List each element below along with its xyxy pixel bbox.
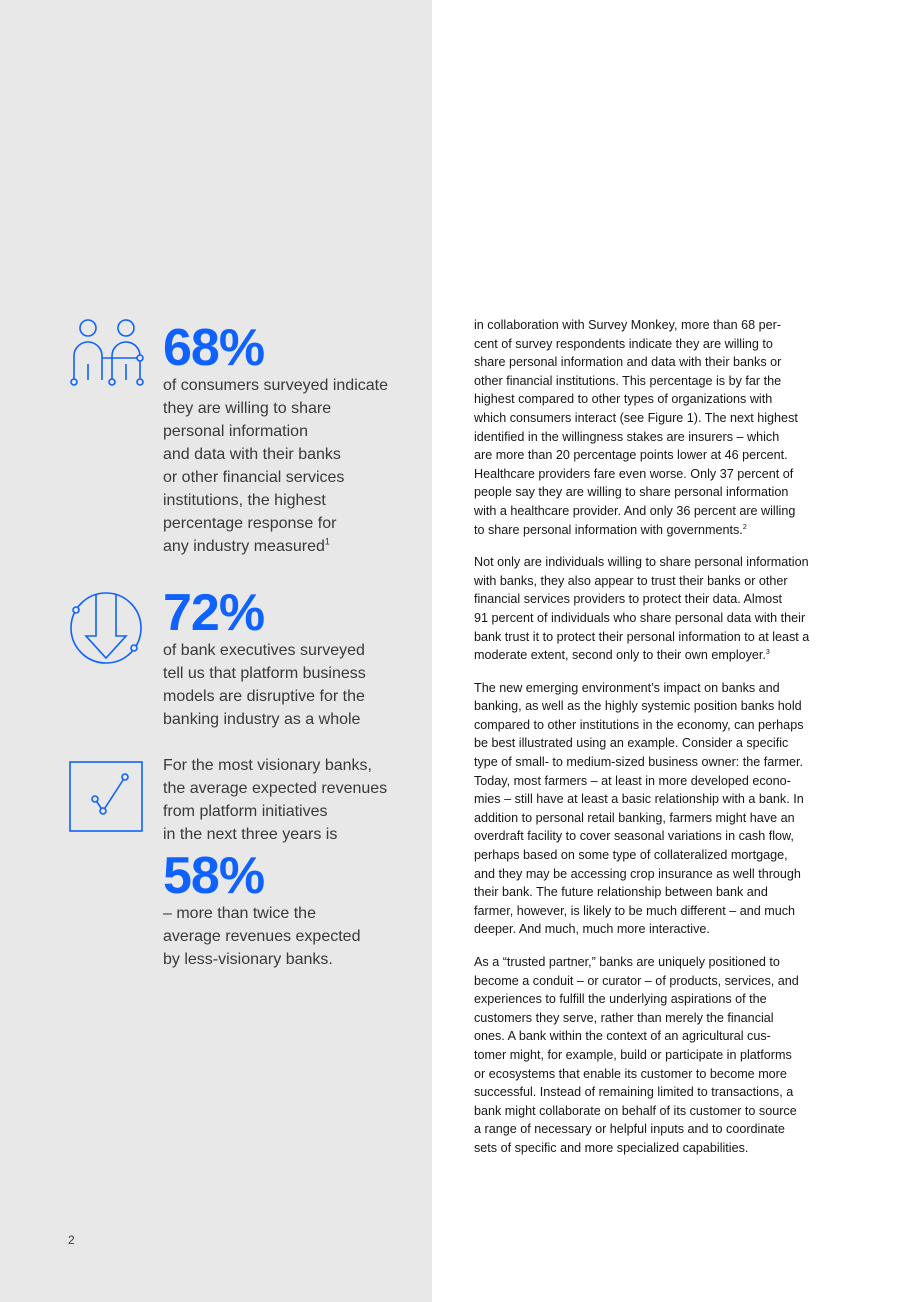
body-paragraph bbox=[474, 316, 836, 539]
text-line: The new emerging environment’s impact on banks and bbox=[474, 680, 780, 695]
text-line: deeper. And much, much more interactive. bbox=[474, 922, 710, 937]
stat-line: and data with their banks bbox=[163, 446, 341, 463]
text-line: people say they are willing to share personal information bbox=[474, 485, 789, 500]
text-line: successful. Instead of remaining limited to transactions, a bbox=[474, 1085, 794, 1100]
stat-line: tell us that platform business bbox=[163, 665, 366, 682]
stat-line: of bank executives surveyed bbox=[163, 642, 365, 659]
body-paragraph bbox=[474, 953, 836, 1158]
stat-intro bbox=[163, 754, 387, 846]
stat-line: average revenues expected bbox=[163, 928, 361, 945]
text-line: Today, most farmers – at least in more developed econo- bbox=[474, 773, 791, 788]
text-line: highest compared to other types of organizations with bbox=[474, 392, 773, 407]
text-line: with banks, they also appear to trust their banks or other bbox=[474, 573, 788, 588]
stat-description bbox=[163, 902, 387, 971]
stat-block-72 bbox=[163, 584, 366, 731]
stat-line: percentage response for bbox=[163, 515, 337, 532]
text-line: addition to personal retail banking, farmers might have an bbox=[474, 810, 795, 825]
text-line: banking, as well as the highly systemic position banks hold bbox=[474, 699, 802, 714]
stat-line: or other financial services bbox=[163, 469, 345, 486]
text-line: farmer, however, is likely to be much different – and much bbox=[474, 903, 796, 918]
stat-number: 68% bbox=[163, 319, 265, 377]
body-paragraph bbox=[474, 553, 836, 665]
stat-line: the average expected revenues bbox=[163, 780, 388, 797]
text-line: tomer might, for example, build or participate in platforms bbox=[474, 1047, 792, 1062]
text-line: overdraft facility to cover seasonal variations in cash flow, bbox=[474, 829, 794, 844]
stat-line: by less-visionary banks. bbox=[163, 951, 333, 968]
stat-line: models are disruptive for the bbox=[163, 688, 365, 705]
stat-number: 58% bbox=[163, 847, 265, 905]
text-line: type of small- to medium-sized business owner: the farmer. bbox=[474, 755, 803, 770]
text-line: other financial institutions. This percentage is by far the bbox=[474, 373, 782, 388]
footnote-marker: 3 bbox=[765, 648, 770, 656]
text-line: are more than 20 percentage points lower at 46 percent. bbox=[474, 448, 788, 463]
text-line: their bank. The future relationship between bank and bbox=[474, 885, 768, 900]
stat-line: any industry measured bbox=[163, 538, 325, 555]
stat-line: in the next three years is bbox=[163, 826, 338, 843]
text-line: share personal information and data with their banks or bbox=[474, 355, 782, 370]
text-line: Not only are individuals willing to share personal information bbox=[474, 555, 809, 570]
text-line: and they may be accessing crop insurance as well through bbox=[474, 866, 801, 881]
body-paragraph bbox=[474, 679, 836, 939]
text-line: 91 percent of individuals who share personal data with their bbox=[474, 610, 806, 625]
text-line: a range of necessary or helpful inputs and to coordinate bbox=[474, 1122, 785, 1137]
text-line: financial services providers to protect their data. Almost bbox=[474, 592, 782, 607]
text-line: which consumers interact (see Figure 1). The next highest bbox=[474, 410, 798, 425]
text-line: to share personal information with governments. bbox=[474, 522, 743, 537]
page-number: 2 bbox=[68, 1233, 75, 1247]
text-line: with a healthcare provider. And only 36 percent are willing bbox=[474, 503, 796, 518]
text-line: in collaboration with Survey Monkey, more than 68 per- bbox=[474, 318, 782, 332]
people-network-icon bbox=[66, 318, 148, 388]
stat-block-58 bbox=[163, 754, 387, 971]
text-line: moderate extent, second only to their own employer. bbox=[474, 648, 766, 663]
trend-line-box-icon bbox=[69, 761, 143, 832]
text-line: Healthcare providers fare even worse. Only 37 percent of bbox=[474, 466, 794, 481]
stat-line: institutions, the highest bbox=[163, 492, 326, 509]
footnote-marker: 2 bbox=[742, 523, 747, 531]
text-line: be best illustrated using an example. Consider a specific bbox=[474, 736, 789, 751]
text-line: bank trust it to protect their personal information to at least a bbox=[474, 629, 810, 644]
text-line: sets of specific and more specialized capabilities. bbox=[474, 1140, 749, 1155]
stat-line: from platform initiatives bbox=[163, 803, 328, 820]
text-line: ones. A bank within the context of an agricultural cus- bbox=[474, 1029, 771, 1044]
text-line: identified in the willingness stakes are insurers – which bbox=[474, 429, 780, 444]
stat-line: banking industry as a whole bbox=[163, 711, 361, 728]
down-arrow-circle-icon bbox=[68, 590, 144, 666]
stat-line: For the most visionary banks, bbox=[163, 757, 372, 774]
text-line: compared to other institutions in the economy, can perhaps bbox=[474, 717, 804, 732]
text-line: As a “trusted partner,” banks are uniquely positioned to bbox=[474, 955, 780, 969]
stat-line: – more than twice the bbox=[163, 905, 316, 922]
stat-description bbox=[163, 374, 388, 558]
footnote-marker: 1 bbox=[324, 536, 330, 547]
text-line: bank might collaborate on behalf of its customer to source bbox=[474, 1103, 797, 1118]
text-line: become a conduit – or curator – of products, services, and bbox=[474, 973, 799, 988]
stat-number: 72% bbox=[163, 584, 265, 642]
stat-line: they are willing to share bbox=[163, 400, 332, 417]
text-line: or ecosystems that enable its customer to become more bbox=[474, 1066, 787, 1081]
text-line: mies – still have at least a basic relationship with a bank. In bbox=[474, 792, 804, 807]
stat-line: of consumers surveyed indicate bbox=[163, 377, 388, 394]
stat-block-68 bbox=[163, 319, 388, 558]
text-line: experiences to fulfill the underlying aspirations of the bbox=[474, 992, 767, 1007]
stat-line: personal information bbox=[163, 423, 308, 440]
text-line: customers they serve, rather than merely the financial bbox=[474, 1010, 774, 1025]
text-line: perhaps based on some type of collateralized mortgage, bbox=[474, 848, 788, 863]
body-text-column bbox=[474, 316, 836, 1172]
stat-description bbox=[163, 639, 366, 731]
text-line: cent of survey respondents indicate they are willing to bbox=[474, 336, 773, 351]
